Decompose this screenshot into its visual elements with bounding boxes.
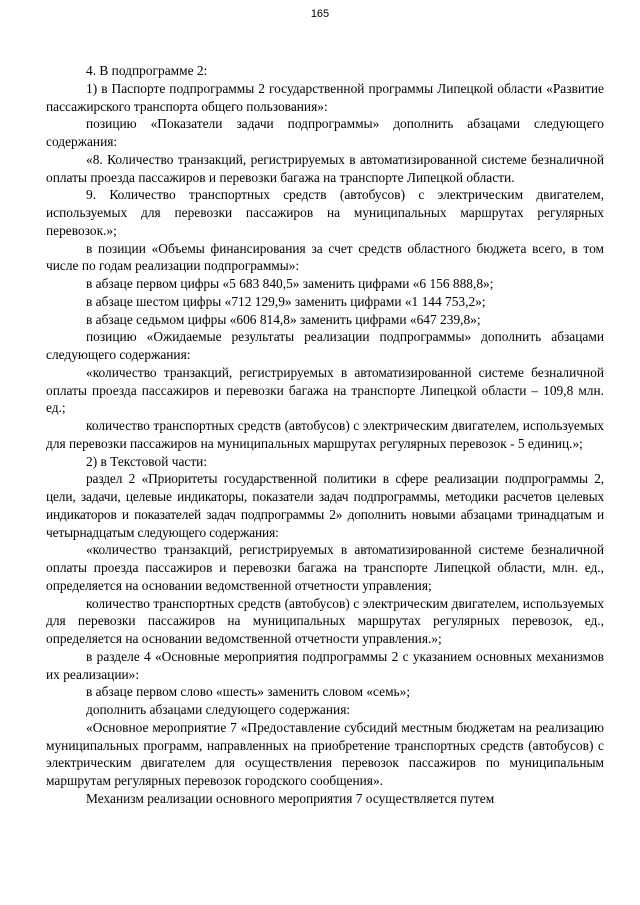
paragraph: 2) в Текстовой части: [86, 453, 208, 469]
paragraph: дополнить абзацами следующего содержания: [86, 702, 351, 717]
paragraph: 9. Количество транспортных средств (автобусов) с электрическим двигателем, используемых для перевозки пассажиров на муниципальных маршрутах регулярных перевозок.»; [46, 187, 604, 238]
paragraph: в абзаце первом цифры «5 683 840,5» заменить цифрами «6 156 888,8»; [86, 276, 494, 291]
paragraph: позицию «Ожидаемые результаты реализации подпрограммы» дополнить абзацами следующего содержания: [46, 329, 604, 362]
paragraph: в абзаце шестом цифры «712 129,9» заменить цифрами «1 144 753,2»; [86, 293, 486, 309]
paragraph: позицию «Показатели задачи подпрограммы» дополнить абзацами следующего содержания: [46, 116, 604, 149]
paragraph: в абзаце седьмом цифры «606 814,8» заменить цифрами «647 239,8»; [86, 311, 481, 327]
paragraph: 4. В подпрограмме 2: [86, 63, 208, 78]
paragraph: «количество транзакций, регистрируемых в автоматизированной системе безналичной оплаты проезда пассажиров и перевозки багажа на транспорте Липецкой области, млн. ед., определяется на основании ведомственной отчетности управления; [46, 542, 604, 593]
paragraph: количество транспортных средств (автобусов) с электрическим двигателем, используемых для перевозки пассажиров на муниципальных маршрутах регулярных перевозок, ед., определяется на основании ведомственной отчетности управления.»; [46, 595, 604, 646]
paragraph: в позиции «Объемы финансирования за счет средств областного бюджета всего, в том числе по годам реализации подпрограммы»: [46, 240, 604, 274]
paragraph: 1) в Паспорте подпрограммы 2 государственной программы Липецкой области «Развитие пассажирского транспорта общего пользования»: [46, 80, 604, 114]
page-number: 165 [310, 8, 330, 20]
paragraph: Механизм реализации основного мероприятия 7 осуществляется путем [86, 790, 495, 806]
paragraph: «8. Количество транзакций, регистрируемых в автоматизированной системе безналичной оплаты проезда пассажиров и перевозки багажа на транспорте Липецкой области. [46, 151, 604, 185]
paragraph: в разделе 4 «Основные мероприятия подпрограммы 2 с указанием основных механизмов их реализации»: [46, 648, 604, 682]
paragraph: раздел 2 «Приоритеты государственной политики в сфере реализации подпрограммы 2, цели, задачи, целевые индикаторы, показатели задач подпрограммы, методики расчетов целевых индикаторов и показателей задач подпрограммы 2» дополнить новыми абзацами тринадцатым и четырнадцатым следующего содержания: [46, 471, 604, 540]
paragraph: в абзаце первом слово «шесть» заменить словом «семь»; [86, 684, 411, 700]
document-body [46, 62, 604, 808]
paragraph: «Основное мероприятие 7 «Предоставление субсидий местным бюджетам на реализацию муниципальных программ, направленных на приобретение транспортных средств (автобусов) с электрическим двигателем для осуществления перевозок пассажиров по муниципальным маршрутам регулярных перевозок городского сообщения». [46, 719, 604, 788]
paragraph: «количество транзакций, регистрируемых в автоматизированной системе безналичной оплаты проезда пассажиров и перевозки багажа на транспорте Липецкой области – 109,8 млн. ед.; [46, 364, 604, 416]
paragraph: количество транспортных средств (автобусов) с электрическим двигателем, используемых для перевозки пассажиров на муниципальных маршрутах регулярных перевозок - 5 единиц.»; [46, 418, 604, 451]
